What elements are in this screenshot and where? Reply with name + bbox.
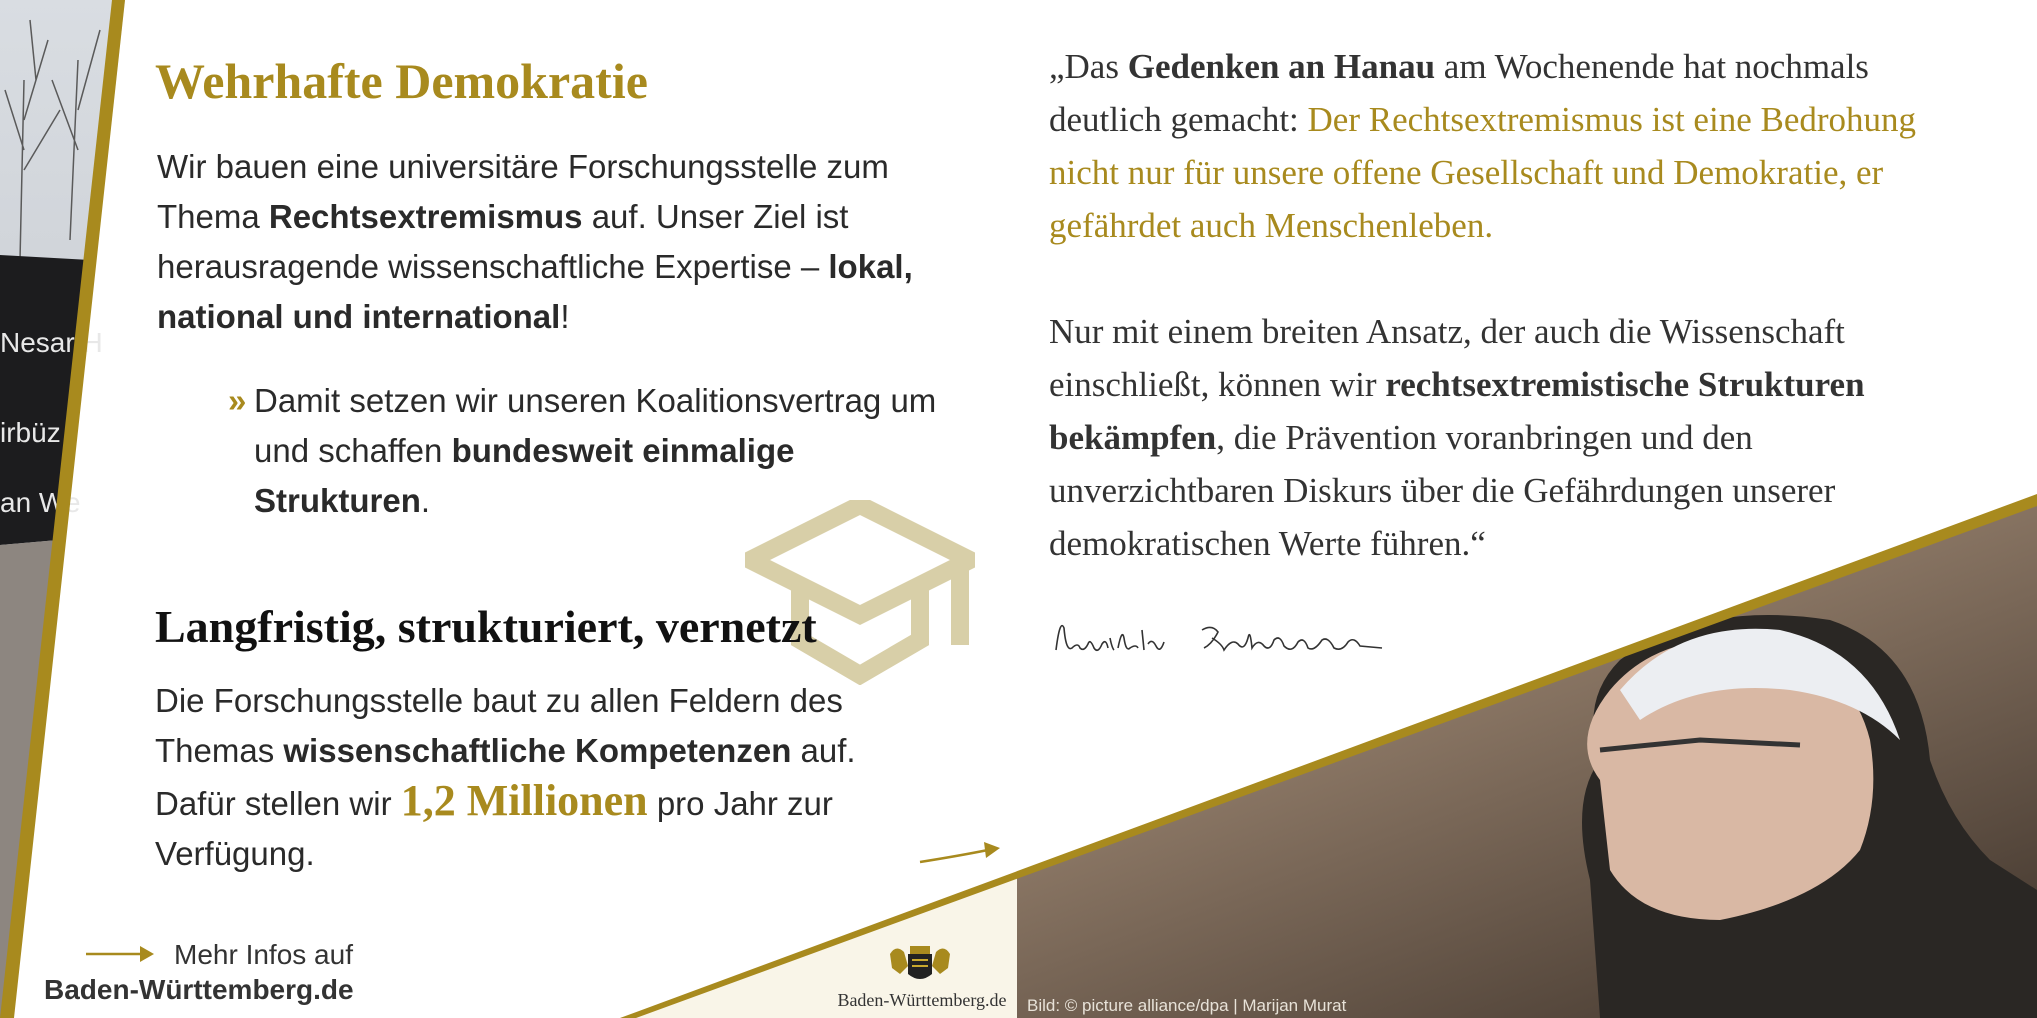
para2-text-1: Die Forschungsstelle baut zu allen Feldern des Themas (155, 682, 843, 769)
intro-text-1: Wir bauen eine universitäre Forschungsstelle zum Thema (157, 148, 889, 235)
para2-text-2: auf. Dafür stellen wir (155, 732, 856, 822)
page-title: Wehrhafte Demokratie (155, 53, 648, 109)
quote2-text-1: Nur mit einem breiten Ansatz, der auch die Wissenschaft einschließt, können wir (1049, 312, 1845, 404)
svg-text:an We: an We (0, 487, 81, 518)
svg-text:Nesar H: Nesar H (0, 327, 103, 358)
quote-paragraph-2 (1049, 305, 1969, 570)
arrow-right-icon (918, 840, 1002, 870)
more-info-label: Mehr Infos auf (174, 939, 353, 970)
website-link[interactable]: Baden-Württemberg.de (44, 974, 354, 1005)
bullet-marker-icon: » (228, 382, 247, 419)
funding-amount: 1,2 Millionen (400, 776, 648, 825)
bullet-bold: bundesweit einmalige Strukturen (254, 432, 795, 519)
arrow-right-icon (86, 944, 156, 964)
logo-label: Baden-Württemberg.de (837, 990, 1007, 1010)
photo-credit: Bild: © picture alliance/dpa | Marijan Murat (1027, 996, 1347, 1015)
bullet-text-2: . (420, 482, 431, 519)
para2-bold: wissenschaftliche Kompetenzen (283, 732, 792, 769)
intro-bold-1: Rechtsextremismus (268, 198, 583, 235)
para2-text-3: pro Jahr zur Verfügung. (155, 785, 833, 872)
quote2-bold: rechtsextremistische Strukturen bekämpfen (1049, 365, 1865, 457)
section-heading: Langfristig, strukturiert, vernetzt (155, 601, 817, 652)
intro-text-2: auf. Unser Ziel ist herausragende wissenschaftliche Expertise – (157, 198, 849, 285)
quote2-text-2: , die Prävention voranbringen und den unverzichtbaren Diskurs über die Gefährdungen unserer demokratischen Werte führen.“ (1049, 418, 1836, 563)
quote1-text-1: „Das (1049, 47, 1128, 86)
svg-text:irbüz: irbüz (0, 417, 61, 448)
funding-paragraph (155, 676, 935, 879)
bullet-text-1: Damit setzen wir unseren Koalitionsvertrag um und schaffen (254, 382, 937, 469)
intro-bold-2: lokal, national und international (157, 248, 913, 335)
quote1-bold: Gedenken an Hanau (1127, 47, 1436, 86)
intro-paragraph (157, 142, 957, 342)
quote1-text-2: am Wochenende hat nochmals deutlich gemacht: (1049, 47, 1869, 139)
signature (1052, 608, 1412, 668)
graduation-cap-icon (745, 500, 975, 685)
quote1-highlight: Der Rechtsextremismus ist eine Bedrohung nicht nur für unsere offene Gesellschaft und Demokratie, er gefährdet auch Menschenleben. (1049, 100, 1917, 245)
quote-paragraph-1 (1049, 40, 1969, 252)
intro-text-3: ! (560, 298, 570, 335)
